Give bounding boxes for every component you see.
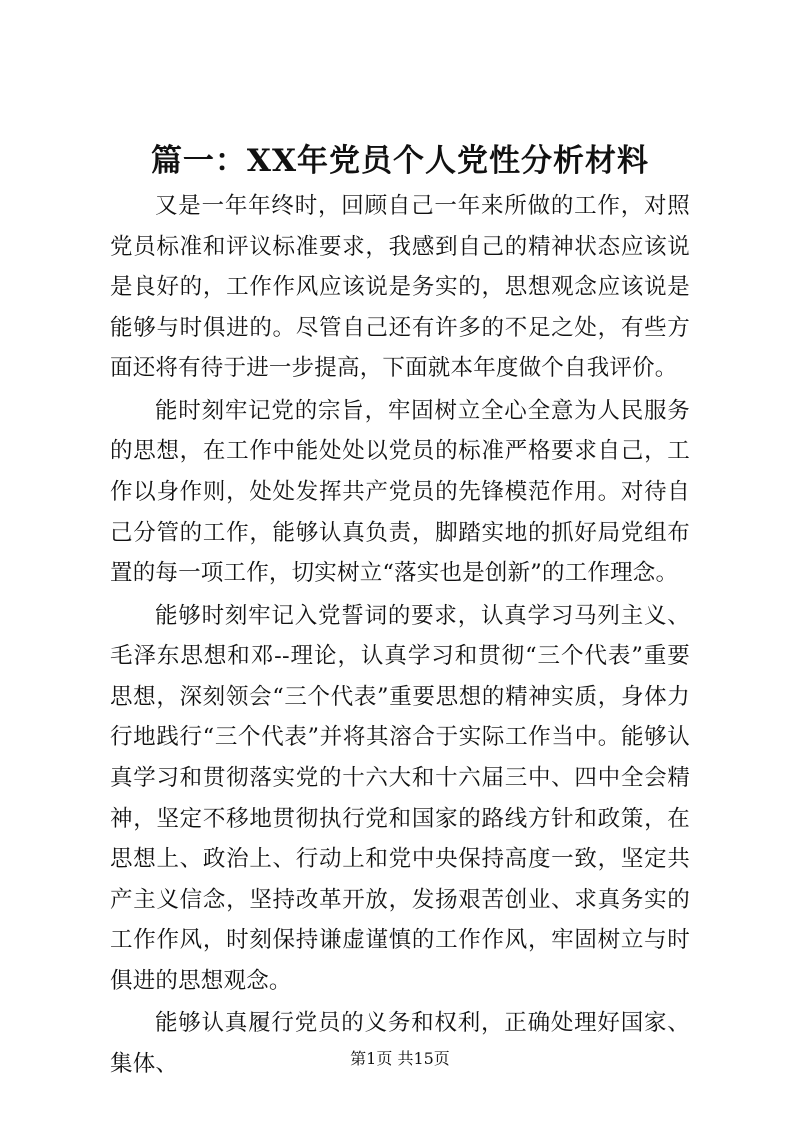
document-title: 篇一：XX年党员个人党性分析材料 (150, 143, 650, 179)
paragraph: 能够时刻牢记入党誓词的要求，认真学习马列主义、毛泽东思想和邓--理论，认真学习和贯彻“三个代表”重要思想，深刻领会“三个代表”重要思想的精神实质，身体力行地践行“三个代表”并将其溶合于实际工作当中。能够认真学习和贯彻落实党的十六大和十六届三中、四中全会精神，坚定不移地贯彻执行党和国家的路线方针和政策，在思想上、政治上、行动上和党中央保持高度一致，坚定共产主义信念，坚持改革开放，发扬艰苦创业、求真务实的工作作风，时刻保持谦虚谨慎的工作作风，牢固树立与时俱进的思想观念。 (110, 602, 690, 994)
paragraph: 能时刻牢记党的宗旨，牢固树立全心全意为人民服务的思想，在工作中能处处以党员的标准严格要求自己，工作以身作则，处处发挥共产党员的先锋模范作用。对待自己分管的工作，能够认真负责，脚踏实地的抓好局党组布置的每一项工作，切实树立“落实也是创新”的工作理念。 (110, 397, 690, 587)
paragraph: 又是一年年终时，回顾自己一年来所做的工作，对照党员标准和评议标准要求，我感到自己的精神状态应该说是良好的，工作作风应该说是务实的，思想观念应该说是能够与时俱进的。尽管自己还有许多的不足之处，有些方面还将有待于进一步提高，下面就本年度做个自我评价。 (110, 193, 690, 382)
document-body (110, 186, 690, 1086)
page-number-footer: 第1页 共15页 (350, 1049, 450, 1068)
paragraph: 能够认真履行党员的义务和权利，正确处理好国家、集体、 (110, 1010, 690, 1077)
